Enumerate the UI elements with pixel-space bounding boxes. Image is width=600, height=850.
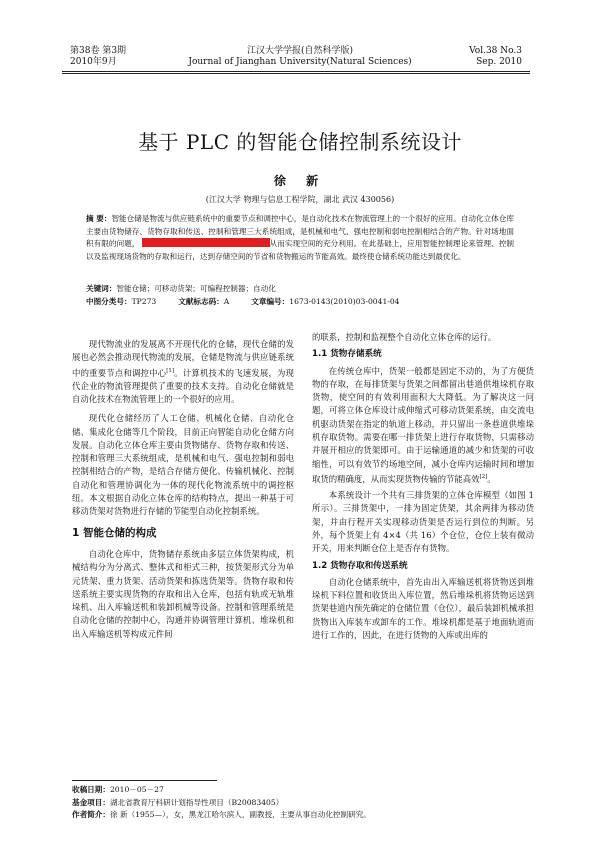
clc-value: TP273: [131, 297, 157, 306]
abstract-text-a: 智能仓储是物流与供应链系统中的重要节点和调控中心，是自动化技术在物流管理上的一个很好的应用。自动化立体仓库主要由货物储存、货物存取和传送、控制和管理三大系统组成，是机械和电气、强电控制和弱电控制相结合的产物。针对场地面积有限的问题，: [86, 214, 514, 248]
paper-title: 基于 PLC 的智能仓储控制系统设计: [138, 130, 462, 154]
header-vol-en: Vol.38 No.3: [469, 46, 522, 56]
header-date-cn: 2010年9月: [70, 57, 117, 67]
left-paragraph-2: 现代化仓储经历了人工仓储、机械化仓储、自动化仓储、集成化仓储等几个阶段，目前正向智能自动化仓储方向发展。自动化立体仓库主要由货物储存、货物存取和传送、控制和管理三大系统组成，是机械和电气、强电控制和弱电控制相结合的产物，是结合存储方便化、传输机械化、控制自动化和管理协调化为一体的现代化物流系统中的调控枢纽。本文根据自动化立体仓库的结构特点，提出一种基于可移动货架对货物进行存储的节能型自动化控制系统。: [72, 413, 294, 517]
author-bio-text: 徐 新（1955—），女，黑龙江哈尔滨人，副教授，主要从事自动化控制研究。: [109, 810, 371, 819]
header-journal-cn: 江汉大学学报(自然科学版): [246, 46, 354, 56]
article-value: 1673-0143(2010)03-0041-04: [289, 297, 400, 306]
citation-2: [2]: [479, 473, 488, 480]
clc-label: 中图分类号：: [86, 297, 132, 306]
left-paragraph-1: [72, 338, 294, 406]
paper-affiliation: (江汉大学 物理与信息工程学院，湖北 武汉 430056): [205, 195, 395, 204]
header-volume-en: [469, 46, 522, 68]
keywords: [86, 283, 514, 295]
right-paragraph-1-text: 在传统仓库中，货架一般都是固定不动的，为了方便货物的存取，在每排货架与货架之间都留出巷道供堆垛机存取货物，使空间的有效利用面积大大降低。为了解决这一问题，可将立体仓库设计成伸缩式可移动货架系统，由交流电机驱动货架在指定的轨道上移动，并只留出一条巷道供堆垛机存取货物。需要在哪一排货架上进行存取货物，只需移动并展开相应的货架即可。由于运输通道的减少和货架的可收缩性，可以有效节约场地空间，减小仓库内运输时间和增加取货的精确度，从而实现货物传输的节能高效: [312, 365, 534, 484]
abstract-text-b: 从而实现空间的充分利用。在此基础上，应用智能控制理论来管理、控制以及监视现场货物的存取和运行，达到存储空间的节省和货物搬运的节能高效。最终使仓储系统功能达到最优化。: [86, 239, 515, 261]
footnote: [72, 784, 532, 822]
right-column: [312, 331, 534, 642]
footnote-fund: [72, 797, 532, 810]
right-paragraph-1-tail: 。: [487, 473, 496, 484]
keywords-label: 关键词：: [86, 284, 117, 293]
abstract-label: 摘 要：: [86, 214, 112, 223]
received-date: 2010－05－27: [109, 785, 164, 794]
abstract: [86, 213, 514, 263]
author-bio-label: 作者简介：: [72, 810, 110, 819]
right-paragraph-3: 自动化仓储系统中，首先由出入库输送机将货物送到堆垛机下料位置和收货出入库位置，然后堆垛机将货物运送到货架巷道内预先确定的仓储位置（仓位），最后装卸机械承担货物出入库装车或卸车的工作。堆垛机都是基于地面轨道而进行工作的，因此，在进行货物的入库或出库的: [312, 576, 534, 641]
left-column: [72, 338, 294, 641]
doc-label: 文献标志码：: [178, 297, 224, 306]
left-paragraph-3: 自动化仓库中，货物储存系统由多层立体货架构成，机械结构分为分离式、整体式和柜式三种，按货架形式分为单元货架、重力货架、活动货架和拣选货架等。货物存取和传送系统主要实现货物的存取和出入仓库，包括有轨或无轨堆垛机、出入库输送机和装卸机械等设备。控制和管理系统是自动化仓储的控制中心，沟通并协调管理计算机、堆垛机和出入库输送机等构成元件间: [72, 548, 294, 639]
left-paragraph-1-text: 现代物流业的发展离不开现代化的仓储，现代仓储的发展也必然会推动现代物流的发展，仓储是物流与供应链系统中的重要节点和调控中心: [72, 339, 294, 378]
footnote-received: [72, 784, 532, 797]
article-label: 文章编号：: [251, 297, 290, 306]
header-journal-en: Journal of Jianghan University(Natural Sciences): [188, 57, 412, 67]
redaction-mark: [142, 238, 270, 247]
doc-value: A: [223, 297, 230, 306]
section-heading-1: 1 智能仓储的构成: [72, 526, 157, 539]
header-rule-bottom: [62, 73, 530, 74]
subsection-heading-1-2: 1.2 货物存取和传送系统: [312, 560, 408, 571]
fund-text: 湖北省教育厅科研计划指导性项目（B20083405）: [109, 797, 284, 807]
header-volume-cn: 第38卷 第3期: [70, 46, 127, 56]
left-paragraph-1-tail: 。计算机技术的飞速发展，为现代企业的物流管理提供了重要的技术支持。自动化仓储就是自动化技术在物流管理上的一个很好的应用。: [72, 367, 294, 404]
fund-label: 基金项目：: [72, 797, 110, 807]
paper-author: 徐 新: [273, 174, 327, 188]
header-rule-top: [62, 71, 530, 72]
subsection-heading-1-1: 1.1 货物存储系统: [312, 349, 382, 360]
keywords-text: 智能仓储；可移动货架；可编程控制器；自动化: [116, 284, 276, 293]
received-label: 收稿日期：: [72, 785, 110, 794]
citation-1: [1]: [166, 367, 175, 374]
footnote-author: [72, 809, 532, 822]
right-paragraph-2: 本系统设计一个共有三排货架的立体仓库模型（如图 1 所示）。三排货架中，一排为固定货架，其余两排为移动货架，并由行程开关实现移动货架是否运行到位的判断。另外，每个货架上有 4×4（共 16）个仓位，仓位上装有微动开关，用来判断仓位上是否存有货物。: [312, 490, 534, 554]
header-date-en: Sep. 2010: [476, 57, 522, 67]
right-paragraph-1: [312, 365, 534, 486]
footnote-rule: [72, 780, 217, 781]
right-paragraph-0: 的联系，控制和监视整个自动化立体仓库的运行。: [312, 332, 497, 342]
classification-line: [86, 296, 514, 308]
